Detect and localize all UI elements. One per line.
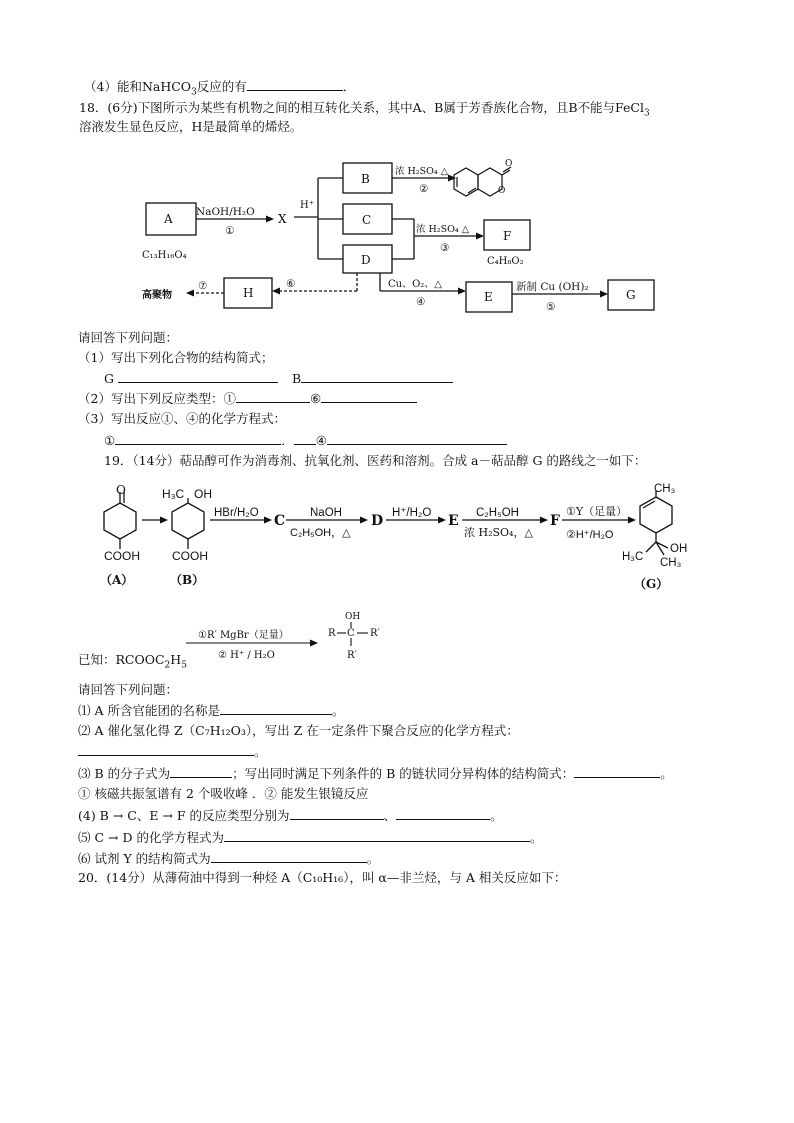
q18-conversion-diagram [0, 150, 794, 350]
label-B: B [361, 172, 370, 186]
label-F-compound: F [550, 513, 560, 529]
q19-synthesis-scheme [0, 470, 794, 600]
q18-q3: （3）写出反应①、④的化学方程式： [78, 411, 286, 426]
reagent-EtOH-2: 浓 H₂SO₄，△ [464, 526, 533, 539]
label-polymer: 高聚物 [142, 290, 172, 301]
q17-item4-sub: 3 [191, 87, 197, 98]
label-G: G [626, 288, 636, 302]
q19-s6-blank[interactable] [211, 850, 367, 863]
q18-stem-sub: 3 [643, 108, 650, 119]
known-R2: R′ [347, 650, 357, 661]
q19-s4-text: (4) B → C、E → F 的反应类型分别为 [78, 808, 290, 823]
known-OH: OH [345, 612, 361, 622]
q19-s1-end: 。 [331, 703, 345, 718]
reagent-HBr: HBr/H₂O [214, 507, 259, 519]
q18-q1: （1）写出下列化合物的结构简式； [78, 350, 274, 365]
q19-s1-text: ⑴ A 所含官能团的名称是 [78, 703, 220, 718]
reagent-Y: ①Y（足量） [566, 505, 628, 518]
q17-item4-suffix: 反应的有 [196, 79, 247, 94]
q18-q3-a-blank[interactable] [115, 432, 281, 445]
formula-F: C₄H₈O₂ [487, 256, 524, 267]
q19-s3-mid: ；写出同时满足下列条件的 B 的链状同分异构体的结构简式： [232, 766, 575, 781]
q19-s4-blank2[interactable] [396, 807, 490, 820]
G-CH3b: CH₃ [660, 557, 682, 569]
q19-s6-end: 。 [366, 851, 380, 866]
q19-stem: 19．（14分）萜品醇可作为消毒剂、抗氧化剂、医药和溶剂。合成 a－萜品醇 G 的路线之一如下： [104, 453, 647, 468]
q18-q3-b-blank[interactable] [327, 432, 507, 445]
reagent-NaOH: NaOH [310, 507, 342, 519]
A-carbonyl-O: O [116, 483, 126, 497]
q19-s5-blank[interactable] [224, 829, 530, 842]
q19-s3-conditions: ① 核磁共振氢谱有 2 个吸收峰 ．② 能发生银镜反应 [78, 786, 369, 801]
q18-q3-answer-line [104, 432, 507, 449]
q19-s1-blank[interactable] [220, 702, 332, 715]
reagent-4: Cu、O₂、△ [388, 279, 442, 290]
reagent-5: 新制 Cu (OH)₂ [516, 281, 589, 293]
q19-s6-line [78, 850, 379, 867]
q18-q3-a-label: ① [104, 433, 116, 448]
q19-s5-text: ⑸ C → D 的化学方程式为 [78, 830, 224, 845]
q17-item4-prefix: （4）能和NaHCO [84, 79, 192, 94]
lactone-O-carbonyl: O [505, 159, 513, 169]
label-G-compound: （G） [634, 577, 669, 591]
G-OH: OH [670, 543, 688, 555]
q19-known-sub1: 2 [164, 660, 171, 671]
q18-stem-text1: 18．(6分)下图所示为某些有机物之间的相互转化关系，其中A、B属于芳香族化合物，且B不能与FeCl [79, 100, 644, 115]
q19-s3-text: ⑶ B 的分子式为 [78, 766, 171, 781]
q19-s2-text: ⑵ A 催化氢化得 Z（C₇H₁₂O₃），写出 Z 在一定条件下聚合反应的化学方程式： [78, 723, 519, 738]
q18-q1-G-label: G [104, 371, 114, 386]
q17-item4-blank [247, 78, 343, 91]
B-H3C: H₃C [162, 487, 185, 501]
q18-stem-line2: 溶液发生显色反应，H是最简单的烯烃。 [79, 119, 303, 134]
q19-s2-blank[interactable] [78, 743, 254, 756]
reagent-1-num: ① [225, 225, 235, 237]
formula-A: C₁₃H₁₆O₄ [142, 250, 187, 261]
known-R1: R′ [370, 628, 380, 639]
reagent-Hplus: H⁺/H₂O [392, 507, 432, 519]
reagent-4-num: ④ [416, 296, 426, 308]
q19-s4-end: 。 [490, 808, 503, 823]
q19-s5-end: 。 [529, 830, 543, 845]
G-H3C: H₃C [622, 551, 644, 563]
reagent-EtOH: C₂H₅OH [476, 507, 519, 519]
q18-q2-line [78, 390, 417, 407]
q19-s5-line [78, 829, 542, 846]
lactone-O-ring: O [498, 186, 506, 196]
q18-q2-blank1[interactable] [236, 390, 310, 403]
label-C-compound: C [274, 513, 286, 529]
label-X: X [278, 212, 287, 226]
q19-known-line [78, 652, 187, 674]
reagent-6-num: ⑥ [286, 278, 296, 290]
label-E: E [484, 290, 493, 304]
reagent-hplus: H⁺ [300, 200, 314, 211]
reagent-1: NaOH/H₂O [196, 206, 255, 218]
label-B-compound: （B） [170, 573, 205, 587]
A-COOH: COOH [104, 549, 140, 563]
q19-s2-answer-line [78, 743, 267, 760]
q19-s2-end: 。 [254, 744, 267, 759]
q19-known-H: H [170, 652, 182, 667]
G-CH3: CH₃ [654, 483, 676, 495]
label-D: D [361, 253, 371, 267]
reagent-7-num: ⑦ [198, 280, 208, 292]
q19-s6-text: ⑹ 试剂 Y 的结构简式为 [78, 851, 211, 866]
label-F: F [503, 229, 512, 243]
q19-s1-line [78, 702, 345, 719]
label-H: H [243, 286, 254, 300]
q18-please-answer: 请回答下列问题： [78, 330, 179, 345]
known-C: C [347, 628, 355, 639]
known-R: R [328, 628, 336, 639]
reagent-3: 浓 H₂SO₄ △ [416, 224, 470, 235]
q18-q2-mid: ⑥ [309, 391, 322, 406]
reagent-3-num: ③ [440, 242, 450, 254]
q18-q1-B-label: B [291, 371, 302, 386]
q19-s4-line [78, 807, 503, 824]
reagent-5-num: ⑤ [546, 301, 556, 313]
known-reagent-1: ①R′ MgBr（足量） [198, 630, 289, 641]
q18-q1-answer-line [104, 370, 453, 387]
q20-stem: 20．(14分）从薄荷油中得到一种烃 A（C₁₀H₁₆），叫 α—非兰烃，与 A 相关反应如下： [78, 870, 567, 885]
q19-please-answer: 请回答下列问题： [78, 682, 179, 697]
reagent-Y-2: ②H⁺/H₂O [566, 529, 614, 541]
q18-q3-b-label: ④ [315, 433, 327, 448]
q18-q3-gap [294, 432, 316, 445]
q19-s3-blank1[interactable] [170, 765, 232, 778]
label-A-compound: （A） [100, 573, 134, 587]
q17-item4-end: ． [342, 79, 356, 94]
reagent-2: 浓 H₂SO₄ △ [395, 166, 449, 177]
q19-s3-line [78, 765, 673, 782]
B-OH: OH [194, 487, 212, 501]
label-E-compound: E [448, 513, 459, 529]
q18-q2-blank2[interactable] [321, 390, 417, 403]
q18-q1-G-blank[interactable] [118, 370, 278, 383]
label-A: A [164, 212, 173, 226]
reagent-NaOH-2: C₂H₅OH，△ [290, 527, 351, 539]
B-COOH: COOH [172, 549, 208, 563]
q17-item4-line [84, 78, 355, 101]
label-C: C [362, 213, 372, 227]
q19-known-sub2: 5 [181, 660, 187, 671]
q19-s4-sep: 、 [383, 808, 397, 823]
q18-q2-prefix: （2）写出下列反应类型：① [78, 391, 236, 406]
q19-s4-blank1[interactable] [290, 807, 384, 820]
q19-s3-blank2[interactable] [574, 765, 660, 778]
q18-q3-sep: ． [281, 433, 294, 448]
q19-known-prefix: 已知：RCOOC [78, 652, 165, 667]
q19-s3-end: 。 [660, 766, 673, 781]
label-D-compound: D [371, 513, 384, 529]
q19-s2-line [78, 723, 519, 739]
q18-q1-B-blank[interactable] [301, 370, 453, 383]
reagent-2-num: ② [419, 183, 429, 195]
known-reagent-2: ② H⁺ / H₂O [218, 650, 275, 661]
